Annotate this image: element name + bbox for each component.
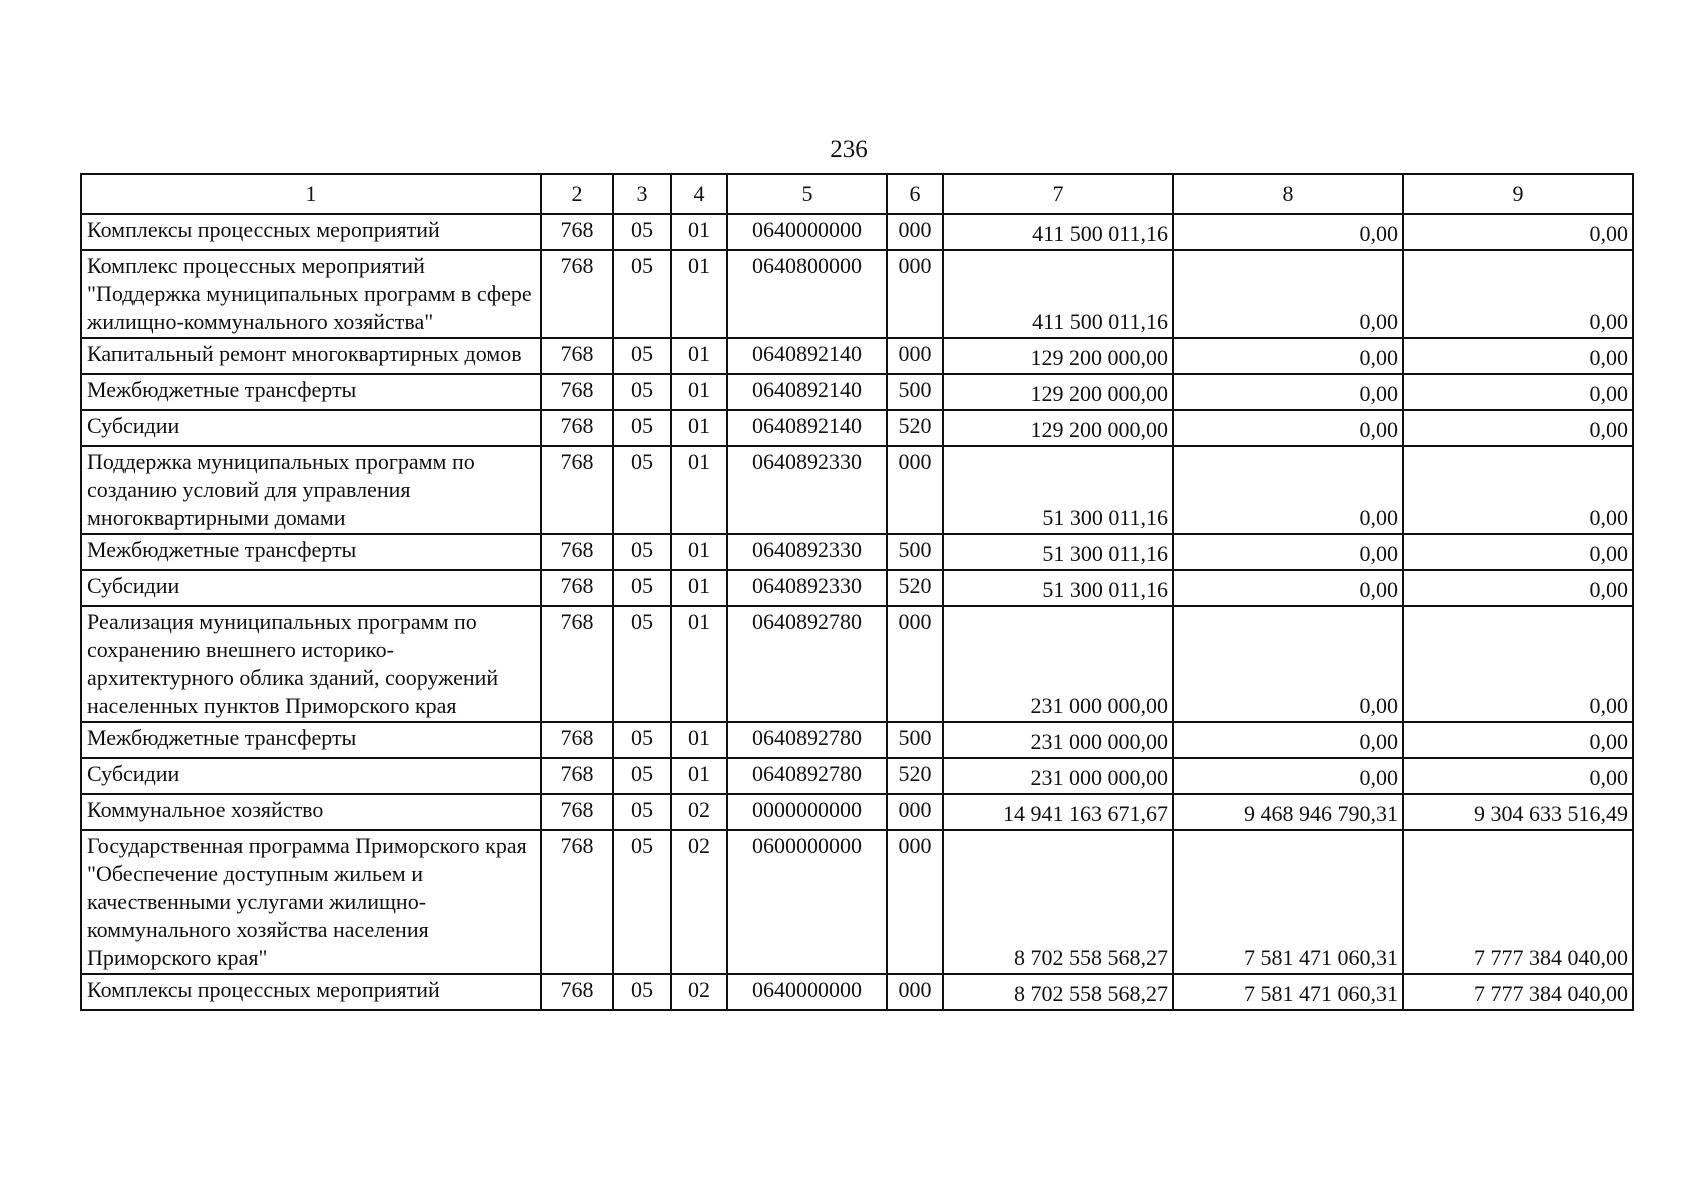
amount-cell-col9: 0,00	[1403, 570, 1633, 606]
subsection-code-cell: 02	[671, 794, 727, 830]
subsection-code-cell: 01	[671, 446, 727, 534]
expense-type-code-cell: 000	[887, 338, 943, 374]
amount-cell-col8: 0,00	[1173, 446, 1403, 534]
item-name-cell: Комплексы процессных мероприятий	[81, 214, 541, 250]
table-row	[81, 446, 1633, 534]
page-number: 236	[830, 136, 868, 163]
subsection-code-cell: 01	[671, 410, 727, 446]
amount-cell-col7: 411 500 011,16	[943, 250, 1173, 338]
amount-cell-col8: 0,00	[1173, 758, 1403, 794]
section-code-cell: 05	[613, 534, 671, 570]
target-item-code-cell: 0640892140	[727, 410, 887, 446]
table-row	[81, 606, 1633, 722]
section-code-cell: 05	[613, 374, 671, 410]
amount-cell-col9: 0,00	[1403, 758, 1633, 794]
column-header: 2	[541, 174, 613, 214]
column-header: 3	[613, 174, 671, 214]
amount-cell-col9: 0,00	[1403, 722, 1633, 758]
amount-cell-col8: 0,00	[1173, 214, 1403, 250]
expense-type-code-cell: 520	[887, 570, 943, 606]
expense-type-code-cell: 000	[887, 606, 943, 722]
expense-type-code-cell: 000	[887, 794, 943, 830]
table-row	[81, 830, 1633, 974]
table-row	[81, 794, 1633, 830]
section-code-cell: 05	[613, 338, 671, 374]
subsection-code-cell: 01	[671, 214, 727, 250]
amount-cell-col9: 0,00	[1403, 214, 1633, 250]
amount-cell-col7: 129 200 000,00	[943, 374, 1173, 410]
budget-table	[80, 173, 1634, 1011]
column-header: 4	[671, 174, 727, 214]
expense-type-code-cell: 000	[887, 446, 943, 534]
item-name-cell: Государственная программа Приморского края "Обеспечение доступным жильем и качественными услугами жилищно-коммунального хозяйства населения Приморского края"	[81, 830, 541, 974]
item-name-cell: Капитальный ремонт многоквартирных домов	[81, 338, 541, 374]
amount-cell-col8: 0,00	[1173, 410, 1403, 446]
subsection-code-cell: 02	[671, 974, 727, 1010]
table-row	[81, 534, 1633, 570]
item-name-cell: Комплексы процессных мероприятий	[81, 974, 541, 1010]
amount-cell-col9: 7 777 384 040,00	[1403, 974, 1633, 1010]
expense-type-code-cell: 000	[887, 214, 943, 250]
amount-cell-col8: 0,00	[1173, 722, 1403, 758]
target-item-code-cell: 0640000000	[727, 974, 887, 1010]
item-name-cell: Межбюджетные трансферты	[81, 722, 541, 758]
amount-cell-col9: 0,00	[1403, 250, 1633, 338]
table-row	[81, 410, 1633, 446]
amount-cell-col7: 8 702 558 568,27	[943, 830, 1173, 974]
amount-cell-col9: 0,00	[1403, 446, 1633, 534]
ministry-code-cell: 768	[541, 374, 613, 410]
target-item-code-cell: 0000000000	[727, 794, 887, 830]
target-item-code-cell: 0640892780	[727, 722, 887, 758]
ministry-code-cell: 768	[541, 758, 613, 794]
item-name-cell: Межбюджетные трансферты	[81, 534, 541, 570]
section-code-cell: 05	[613, 410, 671, 446]
expense-type-code-cell: 500	[887, 722, 943, 758]
target-item-code-cell: 0640892780	[727, 606, 887, 722]
column-header: 5	[727, 174, 887, 214]
subsection-code-cell: 01	[671, 534, 727, 570]
amount-cell-col8: 0,00	[1173, 250, 1403, 338]
amount-cell-col9: 0,00	[1403, 606, 1633, 722]
amount-cell-col7: 14 941 163 671,67	[943, 794, 1173, 830]
ministry-code-cell: 768	[541, 570, 613, 606]
expense-type-code-cell: 000	[887, 830, 943, 974]
target-item-code-cell: 0640800000	[727, 250, 887, 338]
target-item-code-cell: 0640892330	[727, 534, 887, 570]
ministry-code-cell: 768	[541, 410, 613, 446]
amount-cell-col9: 9 304 633 516,49	[1403, 794, 1633, 830]
expense-type-code-cell: 000	[887, 250, 943, 338]
amount-cell-col7: 51 300 011,16	[943, 534, 1173, 570]
subsection-code-cell: 02	[671, 830, 727, 974]
table-row	[81, 214, 1633, 250]
ministry-code-cell: 768	[541, 446, 613, 534]
amount-cell-col9: 0,00	[1403, 374, 1633, 410]
amount-cell-col8: 0,00	[1173, 338, 1403, 374]
section-code-cell: 05	[613, 606, 671, 722]
subsection-code-cell: 01	[671, 570, 727, 606]
amount-cell-col7: 411 500 011,16	[943, 214, 1173, 250]
expense-type-code-cell: 520	[887, 410, 943, 446]
section-code-cell: 05	[613, 250, 671, 338]
amount-cell-col9: 7 777 384 040,00	[1403, 830, 1633, 974]
target-item-code-cell: 0640892140	[727, 338, 887, 374]
ministry-code-cell: 768	[541, 534, 613, 570]
subsection-code-cell: 01	[671, 606, 727, 722]
amount-cell-col7: 129 200 000,00	[943, 338, 1173, 374]
column-header: 1	[81, 174, 541, 214]
section-code-cell: 05	[613, 214, 671, 250]
amount-cell-col8: 7 581 471 060,31	[1173, 974, 1403, 1010]
table-row	[81, 974, 1633, 1010]
ministry-code-cell: 768	[541, 830, 613, 974]
table-row	[81, 250, 1633, 338]
amount-cell-col7: 231 000 000,00	[943, 722, 1173, 758]
section-code-cell: 05	[613, 830, 671, 974]
amount-cell-col7: 231 000 000,00	[943, 758, 1173, 794]
table-row	[81, 570, 1633, 606]
section-code-cell: 05	[613, 974, 671, 1010]
item-name-cell: Поддержка муниципальных программ по созданию условий для управления многоквартирными домами	[81, 446, 541, 534]
amount-cell-col9: 0,00	[1403, 410, 1633, 446]
amount-cell-col7: 51 300 011,16	[943, 446, 1173, 534]
amount-cell-col8: 0,00	[1173, 606, 1403, 722]
column-header: 6	[887, 174, 943, 214]
table-row	[81, 722, 1633, 758]
expense-type-code-cell: 500	[887, 374, 943, 410]
section-code-cell: 05	[613, 758, 671, 794]
table-row	[81, 758, 1633, 794]
column-header: 7	[943, 174, 1173, 214]
amount-cell-col7: 51 300 011,16	[943, 570, 1173, 606]
amount-cell-col7: 8 702 558 568,27	[943, 974, 1173, 1010]
subsection-code-cell: 01	[671, 722, 727, 758]
subsection-code-cell: 01	[671, 758, 727, 794]
item-name-cell: Реализация муниципальных программ по сохранению внешнего историко-архитектурного облика зданий, сооружений населенных пунктов Приморского края	[81, 606, 541, 722]
item-name-cell: Субсидии	[81, 410, 541, 446]
item-name-cell: Субсидии	[81, 758, 541, 794]
ministry-code-cell: 768	[541, 214, 613, 250]
amount-cell-col8: 0,00	[1173, 570, 1403, 606]
amount-cell-col9: 0,00	[1403, 534, 1633, 570]
item-name-cell: Межбюджетные трансферты	[81, 374, 541, 410]
ministry-code-cell: 768	[541, 794, 613, 830]
section-code-cell: 05	[613, 570, 671, 606]
table-row	[81, 374, 1633, 410]
amount-cell-col8: 7 581 471 060,31	[1173, 830, 1403, 974]
table-row	[81, 338, 1633, 374]
expense-type-code-cell: 000	[887, 974, 943, 1010]
subsection-code-cell: 01	[671, 374, 727, 410]
item-name-cell: Комплекс процессных мероприятий "Поддержка муниципальных программ в сфере жилищно-коммунального хозяйства"	[81, 250, 541, 338]
expense-type-code-cell: 520	[887, 758, 943, 794]
item-name-cell: Субсидии	[81, 570, 541, 606]
item-name-cell: Коммунальное хозяйство	[81, 794, 541, 830]
amount-cell-col8: 0,00	[1173, 534, 1403, 570]
subsection-code-cell: 01	[671, 250, 727, 338]
target-item-code-cell: 0640000000	[727, 214, 887, 250]
target-item-code-cell: 0600000000	[727, 830, 887, 974]
ministry-code-cell: 768	[541, 722, 613, 758]
amount-cell-col8: 9 468 946 790,31	[1173, 794, 1403, 830]
subsection-code-cell: 01	[671, 338, 727, 374]
column-number-header-row	[81, 174, 1633, 214]
column-header: 9	[1403, 174, 1633, 214]
section-code-cell: 05	[613, 794, 671, 830]
expense-type-code-cell: 500	[887, 534, 943, 570]
amount-cell-col7: 129 200 000,00	[943, 410, 1173, 446]
amount-cell-col9: 0,00	[1403, 338, 1633, 374]
target-item-code-cell: 0640892330	[727, 570, 887, 606]
amount-cell-col8: 0,00	[1173, 374, 1403, 410]
target-item-code-cell: 0640892330	[727, 446, 887, 534]
column-header: 8	[1173, 174, 1403, 214]
section-code-cell: 05	[613, 446, 671, 534]
ministry-code-cell: 768	[541, 338, 613, 374]
target-item-code-cell: 0640892140	[727, 374, 887, 410]
ministry-code-cell: 768	[541, 974, 613, 1010]
section-code-cell: 05	[613, 722, 671, 758]
amount-cell-col7: 231 000 000,00	[943, 606, 1173, 722]
target-item-code-cell: 0640892780	[727, 758, 887, 794]
ministry-code-cell: 768	[541, 250, 613, 338]
ministry-code-cell: 768	[541, 606, 613, 722]
